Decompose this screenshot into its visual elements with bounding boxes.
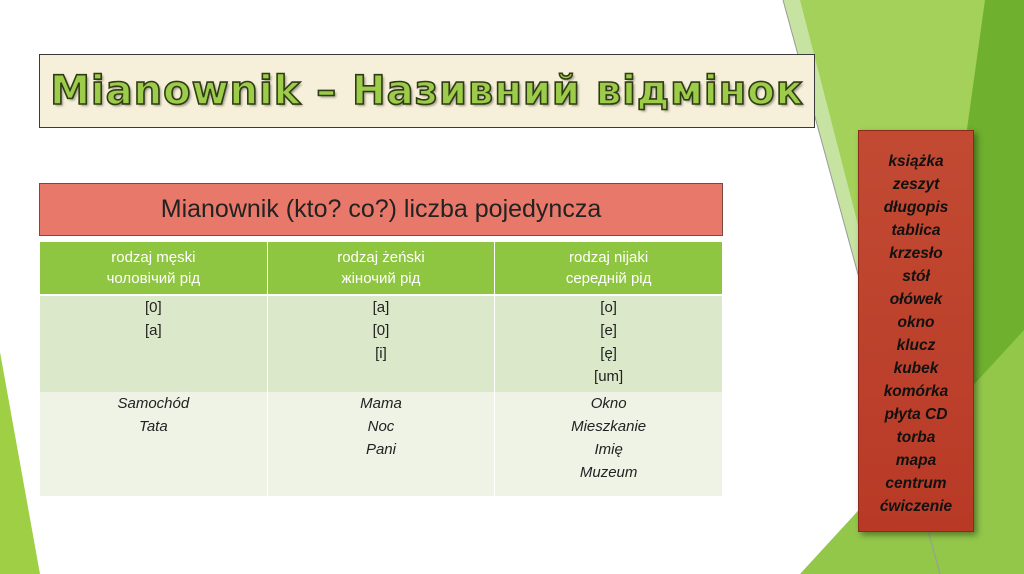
example-word: Muzeum [579,464,638,481]
example-word: Samochód [117,395,190,412]
vocab-item: ołówek [889,291,943,308]
table-row-examples [40,392,723,496]
example-word: Pani [365,441,396,458]
case-header: Mianownik (kto? co?) liczba pojedyncza [39,183,723,236]
vocab-item: okno [897,314,935,331]
ending: [e] [600,322,617,339]
ending: [a] [372,299,390,316]
column-header-line: чоловічий рід [106,270,201,287]
table-row-endings [40,295,723,392]
column-header-line: середній рід [565,270,652,287]
endings-cell-masculine [40,295,268,392]
ending: [a] [145,322,162,339]
examples-cell-feminine [267,392,495,496]
ending: [ę] [600,345,617,362]
vocab-item: płyta CD [884,406,948,423]
declension-table [39,242,723,496]
vocab-item: komórka [883,383,949,400]
vocab-item: centrum [885,475,947,492]
example-word: Imię [594,441,623,458]
endings-cell-feminine [267,295,495,392]
ending: [i] [375,345,387,362]
endings-cell-neuter [495,295,723,392]
example-word: Tata [139,418,168,435]
vocab-item: mapa [895,452,937,469]
examples-cell-masculine [40,392,268,496]
ending: [0] [372,322,390,339]
vocab-item: krzesło [889,245,943,262]
column-header-neuter [495,242,723,295]
vocab-item: kubek [893,360,939,377]
example-word: Okno [590,395,627,412]
column-header-masculine [40,242,268,295]
example-word: Mieszkanie [571,418,647,435]
vocab-item: klucz [896,337,936,354]
ending: [o] [600,299,617,316]
ending: [0] [145,299,162,316]
page-title: Mianownik – Називний відмінок [50,68,804,114]
column-header-line: rodzaj żeński [337,249,425,266]
left-green-triangle [0,352,40,574]
column-header-line: жіночий рід [341,270,421,287]
column-header-feminine [267,242,495,295]
vocab-item: zeszyt [892,176,940,193]
vocab-item: stół [902,268,930,285]
example-word: Mama [360,395,402,412]
vocab-item: ćwiczenie [879,498,953,515]
vocab-item: książka [888,153,944,170]
ending: [um] [594,368,624,385]
vocabulary-box [858,130,974,532]
example-word: Noc [367,418,395,435]
table-header-row [40,242,723,295]
vocab-item: torba [896,429,936,446]
vocab-item: tablica [891,222,941,239]
title-banner [39,54,815,128]
vocab-item: długopis [883,199,949,216]
examples-cell-neuter [495,392,723,496]
column-header-line: rodzaj nijaki [569,249,649,266]
column-header-line: rodzaj męski [111,249,196,266]
